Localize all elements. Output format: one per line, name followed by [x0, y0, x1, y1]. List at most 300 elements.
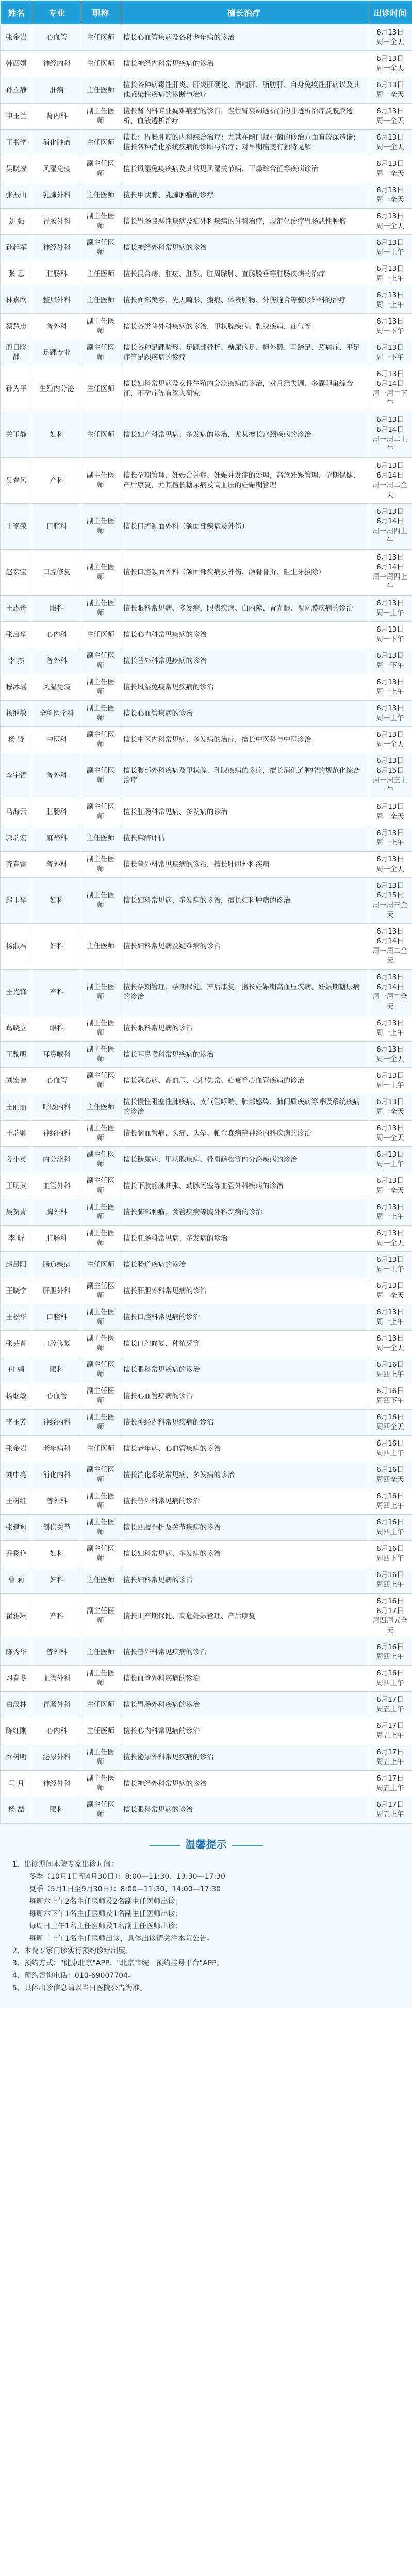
doctor-name: 吴贺青 [1, 1199, 32, 1226]
table-row [1, 1666, 412, 1692]
clinic-time [368, 1692, 412, 1718]
doctor-expertise: 擅长胃肠良恶性疾病及疝外科疾病的外科治疗，规范化治疗胃肠恶性肿瘤 [120, 209, 368, 235]
doctor-expertise: 擅长冠心病、高血压、心律失常、心衰等心血管疾病的诊治 [120, 1068, 368, 1094]
tip-line: 每周二上午1名主任医师出诊，具体出诊请关注本院公告。 [29, 1935, 214, 1943]
clinic-time [368, 622, 412, 648]
doctor-dept: 妇科 [32, 1541, 81, 1567]
doctor-name: 张金岩 [1, 25, 32, 51]
clinic-time [368, 130, 412, 156]
doctor-title: 副主任医师 [81, 878, 120, 924]
doctor-dept: 普外科 [32, 314, 81, 340]
doctor-name: 张建翔 [1, 1515, 32, 1541]
clinic-time-line: 6月13日 [376, 652, 404, 660]
clinic-time [368, 77, 412, 104]
clinic-time-line: 周一周四上午 [372, 573, 408, 591]
tips-section [0, 1823, 412, 2008]
doctor-dept: 肛肠科 [32, 261, 81, 287]
table-row [1, 209, 412, 235]
doctor-title: 主任医师 [81, 25, 120, 51]
clinic-time [368, 104, 412, 130]
doctor-name: 白汉林 [1, 1692, 32, 1718]
doctor-title: 副主任医师 [81, 852, 120, 878]
clinic-time [368, 1436, 412, 1462]
doctor-name: 翟雅琳 [1, 1594, 32, 1639]
clinic-time-line: 6月13日 [376, 731, 404, 739]
clinic-time-line: 6月14日 [376, 471, 404, 480]
clinic-time [368, 287, 412, 314]
doctor-dept: 中医科 [32, 727, 81, 753]
doctor-dept: 老年病科 [32, 1436, 81, 1462]
clinic-time-line: 周一上午 [376, 1318, 404, 1326]
table-row [1, 25, 412, 51]
clinic-time [368, 1068, 412, 1094]
clinic-time [368, 1357, 412, 1383]
doctor-name: 陈秀华 [1, 1639, 32, 1666]
doctor-name: 乔树明 [1, 1744, 32, 1771]
doctor-expertise: 擅长孕期管理、妊娠合并症、妊娠并发症的处理，高危妊娠管理、孕期保健、产后康复，尤其擅长糖尿病及高血压的妊娠期管理 [120, 458, 368, 504]
doctor-title: 副主任医师 [81, 1331, 120, 1357]
clinic-time-line: 周一全天 [376, 1108, 404, 1116]
clinic-time-line: 6月13日 [376, 1150, 404, 1159]
clinic-time [368, 1515, 412, 1541]
doctor-dept: 泌尿外科 [32, 1744, 81, 1771]
tip-line: 2、本院专家门诊实行预约诊疗制度。 [12, 1947, 133, 1955]
clinic-time [368, 340, 412, 366]
clinic-time-line: 6月15日 [376, 891, 404, 900]
doctor-expertise: 擅长耳鼻喉科常见疾病的诊治 [120, 1042, 368, 1068]
doctor-name: 葛晓立 [1, 1015, 32, 1042]
clinic-time-line: 6月13日 [376, 973, 404, 981]
doctor-title: 主任医师 [81, 77, 120, 104]
clinic-time-line: 周一周三上午 [372, 776, 408, 794]
doctor-name: 孙立静 [1, 77, 32, 104]
clinic-time-line: 周一上午 [376, 609, 404, 617]
clinic-time-line: 6月16日 [376, 1361, 404, 1369]
doctor-dept: 风湿免疫 [32, 156, 81, 182]
clinic-time-line: 6月13日 [376, 704, 404, 713]
table-row [1, 799, 412, 825]
table-row [1, 1226, 412, 1252]
clinic-time [368, 1383, 412, 1410]
clinic-time-line: 6月13日 [376, 757, 404, 765]
clinic-time-line: 6月13日 [376, 291, 404, 299]
clinic-time-line: 6月17日 [376, 1696, 404, 1704]
doctor-name: 李 杰 [1, 648, 32, 674]
tip-line: 冬季（10月1日至4月30日）：8:00—11:30、13:30—17:30 [29, 1873, 225, 1881]
clinic-time [368, 366, 412, 412]
doctor-expertise: 擅长混合痔、肛瘘、肛裂、肛周脓肿、直肠脱垂等肛肠疾病的治疗 [120, 261, 368, 287]
clinic-time-line: 周五上午 [376, 1784, 404, 1792]
doctor-name: 吴春风 [1, 458, 32, 504]
table-row [1, 1567, 412, 1594]
table-row [1, 1252, 412, 1278]
doctor-title: 主任医师 [81, 1252, 120, 1278]
clinic-time-line: 6月13日 [376, 829, 404, 837]
doctor-dept: 妇科 [32, 412, 81, 458]
clinic-time [368, 458, 412, 504]
clinic-time-line: 6月15日 [376, 767, 404, 775]
clinic-time-line: 周四上午 [376, 1502, 404, 1510]
doctor-expertise: 擅长麻醉评估 [120, 825, 368, 852]
clinic-time-line: 6月13日 [376, 317, 404, 326]
clinic-time [368, 648, 412, 674]
tip-line: 5、具体出诊信息请以当日医院公告为准。 [12, 1984, 147, 1992]
clinic-time-line: 6月13日 [376, 462, 404, 470]
doctor-name: 申玉兰 [1, 104, 32, 130]
clinic-time-line: 周一全天 [376, 865, 404, 873]
doctor-name: 王光锋 [1, 970, 32, 1015]
clinic-time-line: 6月16日 [376, 1518, 404, 1527]
doctor-name: 韩西娟 [1, 51, 32, 77]
clinic-time-line: 周一周二下午 [372, 389, 408, 408]
doctor-expertise: 擅长口腔科常见病的诊治 [120, 1304, 368, 1331]
clinic-time-line: 6月13日 [376, 1203, 404, 1211]
table-row [1, 701, 412, 727]
doctor-expertise: 擅长脑血管病、头痛、头晕、帕金森病等神经内科疾病的诊治 [120, 1121, 368, 1147]
clinic-time-line: 6月13日 [376, 370, 404, 378]
clinic-time-line: 6月16日 [376, 1439, 404, 1448]
doctor-dept: 神经外科 [32, 1771, 81, 1797]
doctor-name: 杨淑君 [1, 924, 32, 970]
doctor-dept: 肛肠科 [32, 1226, 81, 1252]
doctor-name: 杨继敏 [1, 1383, 32, 1410]
doctor-expertise: 擅长各种足踝畸形、足踝部骨折、糖尿病足、拇外翻、马蹄足、跖痛症、平足症等足踝疾病的诊疗 [120, 340, 368, 366]
clinic-time [368, 1199, 412, 1226]
clinic-time-line: 周一下午 [376, 635, 404, 643]
doctor-title: 副主任医师 [81, 1594, 120, 1639]
clinic-time-line: 6月13日 [376, 1334, 404, 1343]
clinic-time-line: 6月13日 [376, 803, 404, 811]
clinic-time-line: 6月13日 [376, 1019, 404, 1027]
clinic-time [368, 1304, 412, 1331]
clinic-time-line: 6月13日 [376, 927, 404, 936]
doctor-dept: 口腔科 [32, 1304, 81, 1331]
doctor-name: 吴晓威 [1, 156, 32, 182]
doctor-title: 副主任医师 [81, 1462, 120, 1488]
doctor-expertise: 擅长肺部肿瘤、食管疾病等胸外科疾病的诊治 [120, 1199, 368, 1226]
clinic-time [368, 1147, 412, 1173]
clinic-time-line: 6月16日 [376, 1492, 404, 1500]
table-row [1, 1488, 412, 1515]
doctor-expertise: 擅长血管外科疾病的诊治 [120, 1666, 368, 1692]
table-row [1, 970, 412, 1015]
table-row [1, 674, 412, 701]
doctor-title: 主任医师 [81, 366, 120, 412]
table-row [1, 878, 412, 924]
doctor-expertise: 擅长普外科常见疾病的诊治，擅长肝胆外科疾病 [120, 852, 368, 878]
clinic-time-line: 周一全天 [376, 143, 404, 151]
doctor-title: 副主任医师 [81, 1199, 120, 1226]
doctor-title: 副主任医师 [81, 701, 120, 727]
table-row [1, 1462, 412, 1488]
doctor-title: 副主任医师 [81, 340, 120, 366]
tip-line: 4、预约咨询电话：010-69007704。 [12, 1972, 135, 1980]
doctor-name: 王瑞卿 [1, 1121, 32, 1147]
table-row [1, 1436, 412, 1462]
doctor-expertise: 擅长肠道疾病的诊治 [120, 1252, 368, 1278]
clinic-time-line: 周一上午 [376, 839, 404, 847]
doctor-expertise: 擅长心内科常见病的诊治 [120, 1718, 368, 1744]
clinic-time [368, 1771, 412, 1797]
doctor-name: 郭瑞宏 [1, 825, 32, 852]
doctor-title: 主任医师 [81, 130, 120, 156]
doctor-name: 关玉静 [1, 412, 32, 458]
doctor-expertise: 擅长普外科常见病的诊治 [120, 1488, 368, 1515]
clinic-time-line: 周四上午 [376, 1581, 404, 1589]
clinic-time [368, 674, 412, 701]
clinic-time-line: 周五上午 [376, 1758, 404, 1766]
doctor-expertise: 擅长糖尿病、甲状腺疾病、骨质疏松等内分泌疾病的诊治 [120, 1147, 368, 1173]
table-row [1, 1278, 412, 1304]
doctor-dept: 普外科 [32, 753, 81, 799]
doctor-title: 副主任医师 [81, 753, 120, 799]
table-row [1, 1797, 412, 1823]
table-row [1, 1042, 412, 1068]
clinic-time-line: 周一周四上午 [372, 527, 408, 545]
doctor-name: 王志舟 [1, 596, 32, 622]
clinic-time [368, 156, 412, 182]
doctor-name: 王丽丽 [1, 1094, 32, 1121]
clinic-time-line: 6月16日 [376, 1571, 404, 1579]
doctor-title: 副主任医师 [81, 1383, 120, 1410]
doctor-title: 主任医师 [81, 1094, 120, 1121]
doctor-dept: 肝病 [32, 77, 81, 104]
doctor-dept: 生殖内分泌 [32, 366, 81, 412]
doctor-expertise: 擅长眼科常见病、多发病，眼表疾病、白内障、青光眼、视网膜疾病的诊治 [120, 596, 368, 622]
clinic-time-line: 周一全天 [376, 1239, 404, 1247]
doctor-title: 副主任医师 [81, 458, 120, 504]
table-row [1, 852, 412, 878]
table-row [1, 1068, 412, 1094]
doctor-expertise: 擅长眼科常见疾病的诊治 [120, 1357, 368, 1383]
doctor-expertise: 擅长肾内科专业疑难病症的诊治，慢性肾衰竭透析前的非透析治疗及腹膜透析、血液透析治疗 [120, 104, 368, 130]
tip-line: 每周六上午2名主任医师及2名副主任医师出诊； [29, 1897, 183, 1906]
clinic-time-line: 周一全天 [376, 64, 404, 73]
clinic-time-line: 6月13日 [376, 55, 404, 63]
clinic-time-line: 6月13日 [376, 1045, 404, 1054]
header-dept: 专业 [32, 1, 81, 25]
doctor-name: 孙为平 [1, 366, 32, 412]
clinic-time-line: 6月14日 [376, 426, 404, 434]
doctor-name: 付 娟 [1, 1357, 32, 1383]
clinic-time-line: 6月13日 [376, 160, 404, 168]
doctor-dept: 产科 [32, 458, 81, 504]
doctor-dept: 神经外科 [32, 235, 81, 261]
clinic-time [368, 412, 412, 458]
table-row [1, 727, 412, 753]
doctor-title: 主任医师 [81, 261, 120, 287]
clinic-time [368, 799, 412, 825]
doctor-title: 副主任医师 [81, 235, 120, 261]
doctor-expertise: 擅长心血管疾病的诊治 [120, 1383, 368, 1410]
clinic-time [368, 1278, 412, 1304]
clinic-time-line: 6月13日 [376, 507, 404, 516]
doctor-dept: 普外科 [32, 852, 81, 878]
clinic-time-line: 周四上午 [376, 1449, 404, 1458]
tip-line: 每周六下午1名主任医师及1名副主任医师出诊； [29, 1910, 183, 1918]
doctor-dept: 神经内科 [32, 1410, 81, 1436]
clinic-time-line: 6月13日 [376, 133, 404, 142]
clinic-time-line: 周一全天 [376, 222, 404, 230]
doctor-dept: 眼科 [32, 1015, 81, 1042]
doctor-name: 乔彩艳 [1, 1541, 32, 1567]
clinic-time [368, 970, 412, 1015]
doctor-name: 赵玉华 [1, 878, 32, 924]
clinic-time [368, 261, 412, 287]
doctor-dept: 妇科 [32, 1567, 81, 1594]
doctor-expertise: 擅长心血管疾病的诊治 [120, 701, 368, 727]
doctor-name: 李 昕 [1, 1226, 32, 1252]
clinic-time [368, 1744, 412, 1771]
clinic-time-line: 6月13日 [376, 1282, 404, 1290]
header-expertise: 擅长治疗 [120, 1, 368, 25]
clinic-time-line: 周一上午 [376, 275, 404, 283]
clinic-time-line: 周一全天 [376, 117, 404, 125]
doctor-title: 副主任医师 [81, 727, 120, 753]
doctor-title: 副主任医师 [81, 1666, 120, 1692]
tips-heading [12, 1836, 400, 1851]
doctor-expertise: 擅长神经外科常见病的诊治 [120, 1771, 368, 1797]
doctor-name: 李宇哲 [1, 753, 32, 799]
clinic-time [368, 1718, 412, 1744]
clinic-time [368, 825, 412, 852]
doctor-name: 林嘉欣 [1, 287, 32, 314]
doctor-name: 王黎明 [1, 1042, 32, 1068]
doctor-title: 主任医师 [81, 622, 120, 648]
doctor-name: 习春冬 [1, 1666, 32, 1692]
clinic-time [368, 1015, 412, 1042]
doctor-title: 主任医师 [81, 1567, 120, 1594]
table-row [1, 412, 412, 458]
doctor-dept: 普外科 [32, 1639, 81, 1666]
clinic-time-line: 6月17日 [376, 1801, 404, 1809]
doctor-title: 副主任医师 [81, 1744, 120, 1771]
doctor-name: 曹 莉 [1, 1567, 32, 1594]
table-row [1, 1015, 412, 1042]
doctor-expertise: 擅长妇产科常见病、多发病的诊治，尤其擅长宫颈疾病的诊治 [120, 412, 368, 458]
doctor-dept: 呼吸内科 [32, 1094, 81, 1121]
tips-lines [12, 1858, 400, 1994]
doctor-name: 赵宏宝 [1, 550, 32, 596]
table-row [1, 182, 412, 209]
clinic-time-line: 6月14日 [376, 563, 404, 571]
clinic-time [368, 924, 412, 970]
doctor-name: 马海云 [1, 799, 32, 825]
doctor-title: 副主任医师 [81, 1068, 120, 1094]
table-row [1, 753, 412, 799]
clinic-time-line: 6月13日 [376, 344, 404, 352]
header-title: 职称 [81, 1, 120, 25]
tip-line: 1、出诊期间本院专家出诊时间： [12, 1860, 118, 1869]
doctor-title: 主任医师 [81, 1692, 120, 1718]
doctor-expertise: 擅长口腔修复、种植牙等 [120, 1331, 368, 1357]
clinic-time-line: 6月13日 [376, 882, 404, 890]
clinic-time-line: 周一全天 [376, 1134, 404, 1142]
doctor-title: 主任医师 [81, 287, 120, 314]
clinic-time [368, 701, 412, 727]
table-row [1, 622, 412, 648]
clinic-time-line: 周一全天 [376, 38, 404, 46]
clinic-time-line: 6月13日 [376, 416, 404, 424]
doctor-dept: 内分泌科 [32, 1147, 81, 1173]
doctor-title: 副主任医师 [81, 104, 120, 130]
table-row [1, 825, 412, 852]
doctor-expertise: 擅长妇科常见病及女性生殖内分泌疾病的诊治，对月经失调、多囊卵巢综合征、不孕症等有深入研究 [120, 366, 368, 412]
clinic-time-line: 周一上午 [376, 714, 404, 722]
tip-line: 夏季（5月1日至9月30日）：8:00—11:30、14:00—17:30 [29, 1885, 221, 1893]
clinic-time-line: 周一全天 [376, 740, 404, 749]
doctor-name: 马 月 [1, 1771, 32, 1797]
table-row [1, 1639, 412, 1666]
table-row [1, 366, 412, 412]
clinic-time [368, 1462, 412, 1488]
doctor-dept: 眼科 [32, 596, 81, 622]
clinic-time-line: 周一全天 [376, 1292, 404, 1300]
clinic-time [368, 1639, 412, 1666]
doctor-dept: 全科医学科 [32, 701, 81, 727]
clinic-time-line: 6月13日 [376, 553, 404, 562]
tips-heading-left-rule [150, 1845, 180, 1846]
clinic-time-line: 周一上午 [376, 1160, 404, 1168]
clinic-time-line: 6月13日 [376, 1256, 404, 1264]
clinic-time-line: 周一上午 [376, 688, 404, 696]
doctor-expertise: 擅长各种病毒性肝炎、肝炎肝硬化、酒精肝、脂肪肝、自身免疫性肝病以及其他感染性疾病的诊断与治疗 [120, 77, 368, 104]
table-row [1, 1121, 412, 1147]
clinic-time-line: 周一全天 [376, 196, 404, 204]
clinic-time-line: 周四上午 [376, 1679, 404, 1687]
doctor-name: 刘宏博 [1, 1068, 32, 1094]
schedule-body [1, 25, 412, 1823]
table-row [1, 1147, 412, 1173]
clinic-time [368, 753, 412, 799]
clinic-time-line: 周一全天 [376, 170, 404, 178]
doctor-dept: 胸外科 [32, 1199, 81, 1226]
doctor-title: 主任医师 [81, 1436, 120, 1462]
doctor-name: 殷日晓静 [1, 340, 32, 366]
doctor-expertise: 擅长眼科常见病的诊治 [120, 1015, 368, 1042]
table-row [1, 1304, 412, 1331]
doctor-expertise: 擅长下肢静脉曲张、动脉闭塞等血管外科疾病的诊治 [120, 1173, 368, 1199]
doctor-title: 副主任医师 [81, 799, 120, 825]
doctor-expertise: 擅长慢性阻塞性肺疾病、支气管哮喘、肺部感染、肺间质疾病等呼吸系统疾病的诊治 [120, 1094, 368, 1121]
clinic-time [368, 1567, 412, 1594]
doctor-name: 王明武 [1, 1173, 32, 1199]
clinic-time-line: 6月13日 [376, 28, 404, 37]
doctor-dept: 整形外科 [32, 287, 81, 314]
doctor-title: 副主任医师 [81, 1147, 120, 1173]
doctor-dept: 妇科 [32, 878, 81, 924]
doctor-expertise: 擅长神经内科常见疾病的诊治 [120, 51, 368, 77]
clinic-time [368, 1121, 412, 1147]
table-row [1, 924, 412, 970]
doctor-expertise: 擅长面部美容、先天畸形、瘢痕、体表肿物、外伤缝合等整形外科的治疗 [120, 287, 368, 314]
table-row [1, 1383, 412, 1410]
clinic-time-line: 6月14日 [376, 517, 404, 526]
clinic-time [368, 1410, 412, 1436]
table-row [1, 261, 412, 287]
table-row [1, 340, 412, 366]
table-row [1, 648, 412, 674]
doctor-title: 副主任医师 [81, 648, 120, 674]
doctor-title: 副主任医师 [81, 1304, 120, 1331]
clinic-time-line: 周四全天 [376, 1476, 404, 1484]
doctor-expertise: 擅长风湿免疫疾病及其常见风湿关节病、干燥综合征等疾病诊治 [120, 156, 368, 182]
doctor-name: 赵晨阳 [1, 1252, 32, 1278]
table-row [1, 156, 412, 182]
doctor-expertise: 擅长肝胆外科常见病的诊治 [120, 1278, 368, 1304]
clinic-time-line: 6月16日 [376, 1643, 404, 1651]
doctor-dept: 神经内科 [32, 51, 81, 77]
